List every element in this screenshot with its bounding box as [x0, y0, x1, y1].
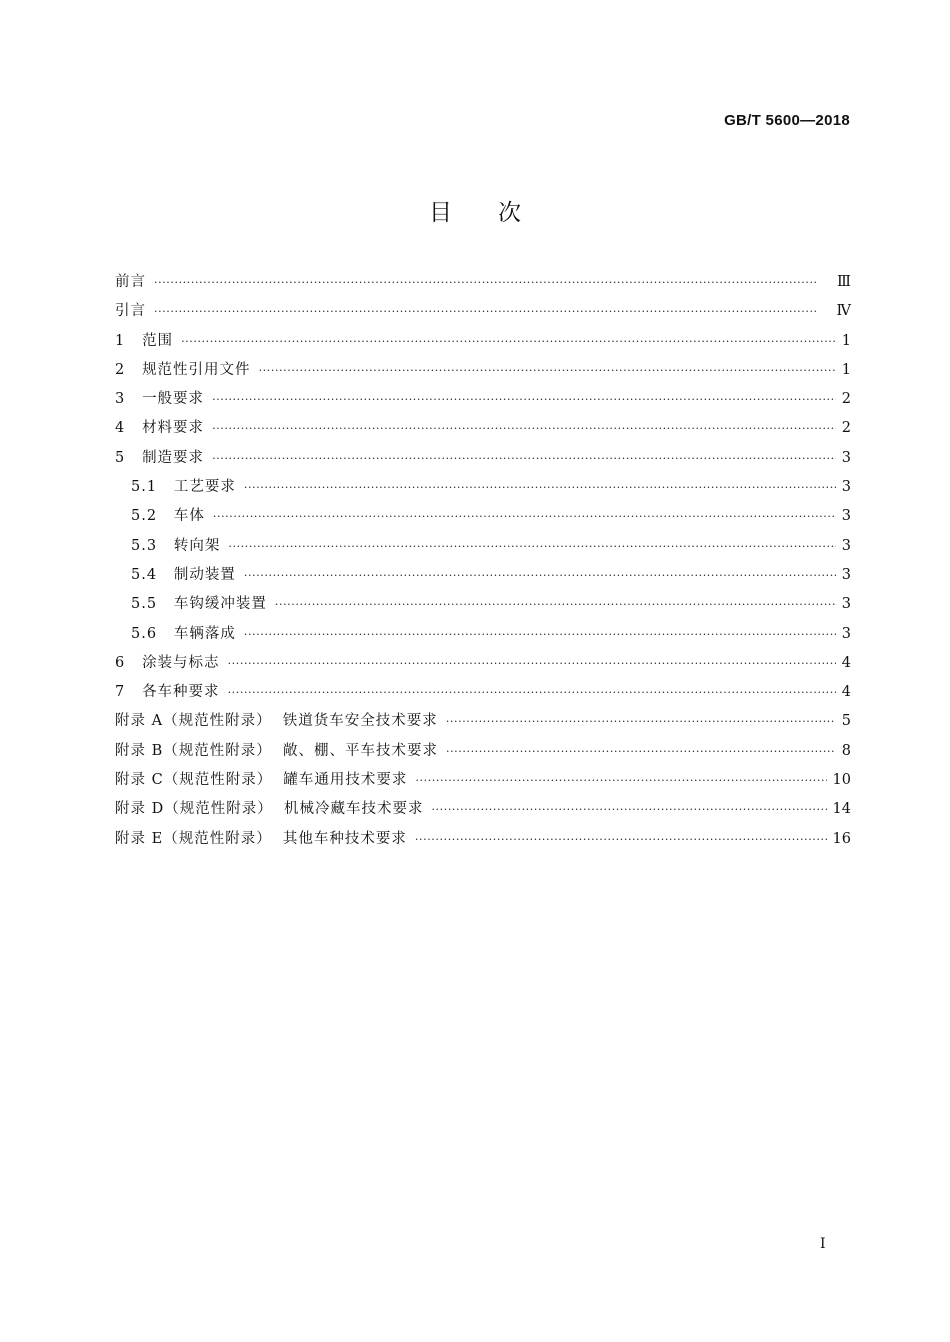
leader-dots	[213, 502, 836, 531]
toc-entry-number: 1	[115, 332, 126, 349]
toc-entry-label: 材料要求	[142, 420, 205, 437]
leader-dots	[446, 707, 836, 736]
toc-entry-label: 涂装与标志	[142, 654, 220, 671]
leader-dots	[244, 473, 836, 502]
toc-entry-page: 8	[841, 742, 851, 759]
leader-dots	[228, 532, 835, 561]
leader-dots	[228, 649, 836, 678]
toc-entry-number: 7	[115, 684, 126, 701]
toc-entry-label: 引言	[115, 303, 146, 320]
toc-entry-appendix-c[interactable]	[115, 766, 851, 795]
toc-entry-label: 制造要求	[142, 449, 205, 466]
leader-dots	[431, 795, 826, 824]
toc-entry-5-4[interactable]	[115, 561, 851, 590]
toc-entry-appendix-a[interactable]	[115, 707, 851, 736]
toc-entry-number: 3	[115, 391, 126, 408]
toc-entry-label: 附录 A（规范性附录） 铁道货车安全技术要求	[115, 713, 438, 730]
leader-dots	[228, 678, 836, 707]
leader-dots	[244, 620, 836, 649]
leader-dots	[415, 766, 826, 795]
toc-entry-page: 3	[841, 537, 851, 554]
toc-entry-label: 附录 D（规范性附录） 机械冷藏车技术要求	[115, 801, 424, 818]
toc-entry-page: 5	[841, 713, 851, 730]
toc-entry-1[interactable]	[115, 327, 851, 356]
toc-entry-number: 5	[115, 449, 126, 466]
leader-dots	[446, 737, 836, 766]
toc-entry-appendix-b[interactable]	[115, 737, 851, 766]
toc-entry-page: 1	[841, 332, 851, 349]
toc-entry-page: 2	[841, 391, 851, 408]
toc-entry-number: 5.4	[131, 566, 158, 583]
leader-dots	[415, 825, 827, 854]
toc-entry-number: 5.5	[131, 596, 158, 613]
toc-entry-5-6[interactable]	[115, 620, 851, 649]
toc-entry-label: 附录 E（规范性附录） 其他车种技术要求	[115, 830, 407, 847]
toc-entry-label: 附录 B（规范性附录） 敞、棚、平车技术要求	[115, 742, 438, 759]
toc-entry-5-5[interactable]	[115, 590, 851, 619]
leader-dots	[154, 268, 831, 297]
toc-entry-page: 16	[832, 830, 851, 847]
toc-entry-label: 车辆落成	[173, 625, 236, 642]
toc-entry-label: 规范性引用文件	[142, 361, 251, 378]
title-char-1: 目	[429, 200, 452, 226]
toc-entry-page: 3	[841, 566, 851, 583]
toc-entry-label: 一般要求	[142, 391, 205, 408]
toc-entry-label: 附录 C（规范性附录） 罐车通用技术要求	[115, 772, 408, 789]
toc-entry-page: Ⅲ	[837, 274, 851, 290]
toc-entry-page: 3	[841, 449, 851, 466]
toc-entry-2[interactable]	[115, 356, 851, 385]
leader-dots	[259, 356, 836, 385]
toc-entry-label: 车体	[173, 508, 205, 525]
leader-dots	[181, 327, 836, 356]
toc-entry-page: 3	[841, 508, 851, 525]
toc-entry-number: 2	[115, 361, 126, 378]
toc-entry-7[interactable]	[115, 678, 851, 707]
leader-dots	[212, 444, 836, 473]
leader-dots	[212, 385, 836, 414]
leader-dots	[212, 414, 836, 443]
page-title	[0, 194, 950, 227]
toc-entry-number: 5.2	[131, 508, 158, 525]
toc-entry-appendix-d[interactable]	[115, 795, 851, 824]
toc-entry-page: 3	[841, 625, 851, 642]
table-of-contents	[115, 268, 851, 854]
standard-code: GB/T 5600—2018	[724, 112, 850, 129]
toc-entry-introduction[interactable]	[115, 297, 851, 326]
toc-entry-number: 5.3	[131, 537, 158, 554]
toc-entry-page: Ⅳ	[836, 303, 851, 320]
toc-entry-page: 1	[841, 361, 851, 378]
toc-entry-label: 范围	[142, 332, 174, 349]
toc-entry-3[interactable]	[115, 385, 851, 414]
toc-entry-label: 制动装置	[173, 566, 236, 583]
toc-entry-number: 4	[115, 420, 126, 437]
toc-entry-5-1[interactable]	[115, 473, 851, 502]
toc-entry-page: 2	[841, 420, 851, 437]
toc-entry-page: 10	[832, 772, 851, 789]
toc-entry-label: 车钩缓冲装置	[173, 596, 267, 613]
toc-entry-6[interactable]	[115, 649, 851, 678]
leader-dots	[275, 590, 836, 619]
toc-entry-page: 14	[832, 801, 851, 818]
toc-entry-page: 4	[841, 654, 851, 671]
toc-entry-label: 前言	[115, 274, 146, 290]
toc-entry-5-3[interactable]	[115, 532, 851, 561]
toc-entry-number: 5.1	[131, 479, 158, 496]
title-char-2: 次	[498, 200, 521, 226]
toc-entry-5-2[interactable]	[115, 502, 851, 531]
toc-entry-foreword[interactable]	[115, 268, 851, 297]
toc-entry-number: 6	[115, 654, 126, 671]
toc-entry-label: 各车种要求	[142, 684, 220, 701]
leader-dots	[244, 561, 836, 590]
leader-dots	[154, 297, 831, 326]
toc-entry-number: 5.6	[131, 625, 158, 642]
toc-entry-label: 工艺要求	[173, 479, 236, 496]
footer-page-number: I	[820, 1236, 826, 1252]
toc-entry-page: 3	[841, 596, 851, 613]
toc-entry-page: 4	[841, 684, 851, 701]
toc-entry-page: 3	[841, 479, 851, 496]
toc-entry-appendix-e[interactable]	[115, 825, 851, 854]
toc-entry-5[interactable]	[115, 444, 851, 473]
toc-entry-label: 转向架	[173, 537, 221, 554]
toc-entry-4[interactable]	[115, 414, 851, 443]
